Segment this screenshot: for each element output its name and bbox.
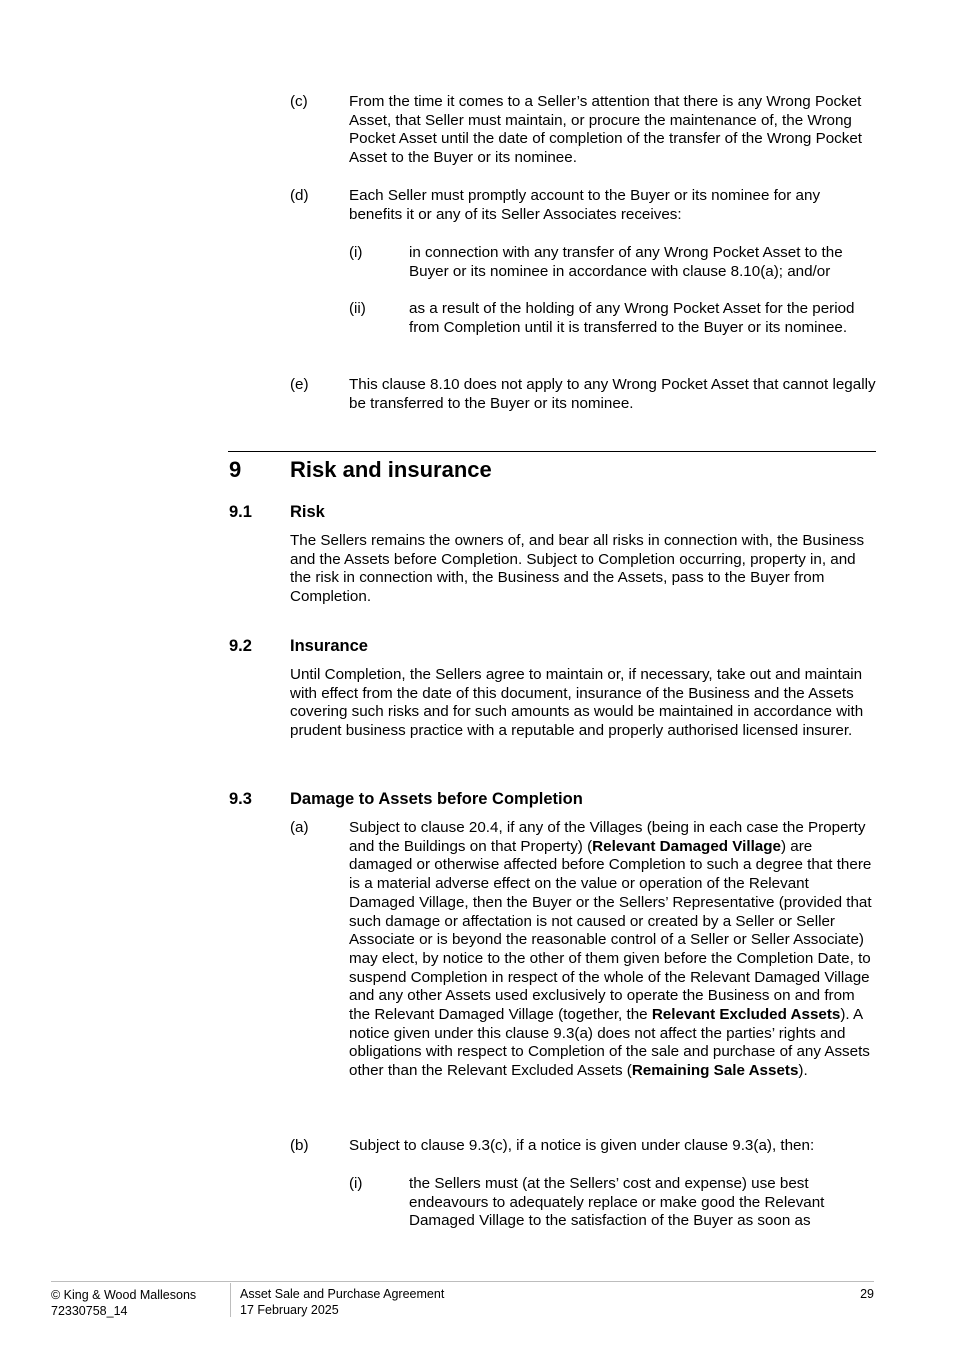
footer-doc-title: Asset Sale and Purchase Agreement bbox=[240, 1287, 445, 1301]
clause-9-3-b-i-text: the Sellers must (at the Sellers’ cost and expense) use best endeavours to adequately replace or make good the Relevant Damaged Village to the satisfaction of the Buyer as soon as bbox=[409, 1175, 825, 1230]
clause-d-text: Each Seller must promptly account to the Buyer or its nominee for any benefits it or any of its Seller Associates receives: bbox=[349, 187, 821, 223]
clause-e-label: (e) bbox=[290, 376, 309, 393]
clause-9-3-b-text: Subject to clause 9.3(c), if a notice is given under clause 9.3(a), then: bbox=[349, 1137, 815, 1154]
clause-9-1-title: Risk bbox=[290, 503, 325, 521]
footer-date: 17 February 2025 bbox=[240, 1303, 339, 1317]
defined-term-remaining-sale-assets: Remaining Sale Assets bbox=[631, 1062, 799, 1080]
page-number: 29 bbox=[860, 1287, 874, 1301]
clause-e-text: This clause 8.10 does not apply to any Wrong Pocket Asset that cannot legally be transferred to the Buyer or its nominee. bbox=[349, 376, 876, 412]
section-9-rule bbox=[228, 451, 876, 452]
clause-c-label: (c) bbox=[290, 93, 308, 110]
clause-9-2-title: Insurance bbox=[290, 637, 368, 655]
defined-term-relevant-damaged-village: Relevant Damaged Village bbox=[592, 837, 781, 855]
clause-9-3-a-text: Subject to clause 20.4, if any of the Villages (being in each case the Property and the Buildings on that Property) (Relevant Damaged Village) are damaged or otherwise affected before Completion to such a degree that there is a material adverse effect on the value or operation of the Relevant Damaged Village, then the Buyer or the Sellers’ Representative (provided that such damage or affectation is not caused or created by a Seller or Seller Associate or is beyond the reasonable control of a Seller or Seller Associate) may elect, by notice to the other of them given before the Completion Date, to suspend Completion in respect of the whole of the Relevant Damaged Village and any other Assets used exclusively to operate the Business on and from the Relevant Damaged Village (together, the Relevant Excluded Assets). A notice given under this clause 9.3(a) does not affect the parties’ rights and obligations with respect to Completion of the sale and purchase of any Assets other than the Relevant Excluded Assets (Remaining Sale Assets). bbox=[349, 819, 872, 1080]
clause-d-ii-label: (ii) bbox=[349, 300, 366, 317]
clause-d-ii-text: as a result of the holding of any Wrong Pocket Asset for the period from Completion until it is transferred to the Buyer or its nominee. bbox=[409, 300, 855, 336]
clause-9-1-number: 9.1 bbox=[229, 503, 252, 521]
clause-9-3-b-i-label: (i) bbox=[349, 1175, 363, 1192]
footer-doc-id: 72330758_14 bbox=[51, 1304, 128, 1318]
footer-divider bbox=[230, 1283, 231, 1317]
clause-9-3-title: Damage to Assets before Completion bbox=[290, 790, 583, 808]
section-9-title: Risk and insurance bbox=[290, 457, 492, 482]
clause-d-label: (d) bbox=[290, 187, 309, 204]
clause-c-text: From the time it comes to a Seller’s attention that there is any Wrong Pocket Asset, that Seller must maintain, or procure the maintenance of, the Wrong Pocket Asset until the date of completion of the transfer of the Wrong Pocket Asset to the Buyer or its nominee. bbox=[349, 93, 863, 167]
clause-9-3-a-label: (a) bbox=[290, 819, 309, 836]
clause-d-i-label: (i) bbox=[349, 244, 363, 261]
clause-d-i-text: in connection with any transfer of any Wrong Pocket Asset to the Buyer or its nominee in accordance with clause 8.10(a); and/or bbox=[409, 244, 843, 280]
section-9-number: 9 bbox=[229, 457, 242, 482]
clause-9-3-number: 9.3 bbox=[229, 790, 252, 808]
footer-rule bbox=[51, 1281, 874, 1282]
clause-9-2-text: Until Completion, the Sellers agree to maintain or, if necessary, take out and maintain with effect from the date of this document, insurance of the Business and the Assets covering such risks and for such amounts as would be maintained in accordance with prudent business practice with a reputable and properly authorised licensed insurer. bbox=[290, 666, 864, 740]
footer-firm: © King & Wood Mallesons bbox=[51, 1288, 197, 1302]
clause-9-3-b-label: (b) bbox=[290, 1137, 309, 1154]
clause-9-1-text: The Sellers remains the owners of, and bear all risks in connection with, the Business and the Assets before Completion. Subject to Completion occurring, property in, and the risk in connection with, the Business and the Assets, pass to the Buyer from Completion. bbox=[290, 532, 865, 606]
defined-term-relevant-excluded-assets: Relevant Excluded Assets bbox=[651, 1006, 841, 1024]
clause-9-2-number: 9.2 bbox=[229, 637, 252, 655]
